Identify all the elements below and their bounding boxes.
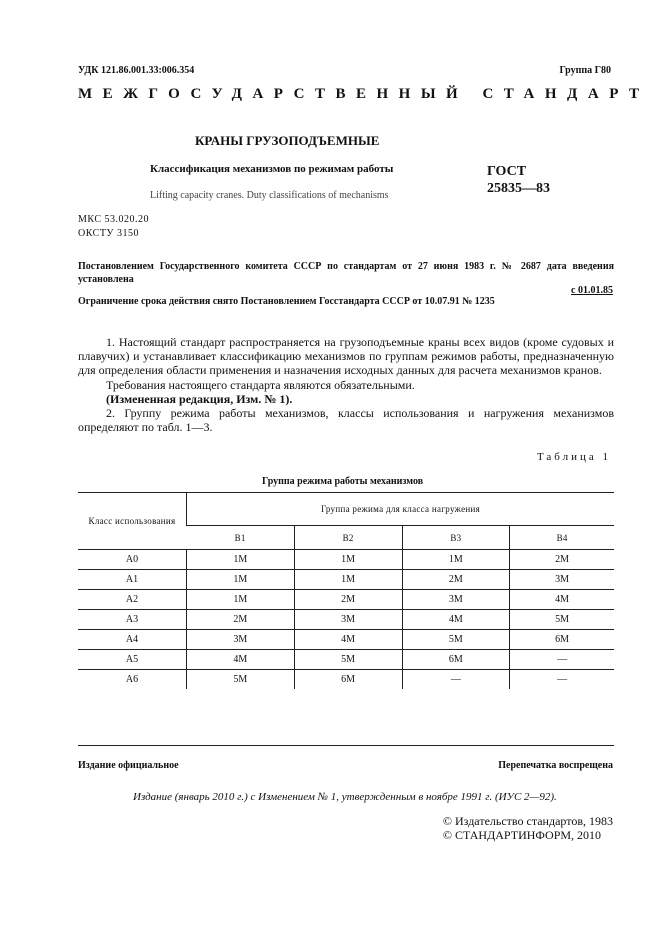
load-class-header: В1 bbox=[187, 526, 295, 550]
paragraph-3: 2. Группу режима работы механизмов, классы использования и нагружения механизмов определяют по табл. 1—3. bbox=[78, 406, 614, 435]
paragraph-1: 1. Настоящий стандарт распространяется на грузоподъемные краны всех видов (кроме судовых и плавучих) и устанавливает классификацию механизмов по группам режимов работы, предназначенную для определения области применения и назначения исходных данных для расчета механизмов кранов. bbox=[78, 335, 614, 378]
paragraph-2: Требования настоящего стандарта являются обязательными. bbox=[106, 377, 415, 392]
mode-group-cell: 3М bbox=[294, 610, 402, 630]
mode-group-cell: 5М bbox=[510, 610, 614, 630]
mode-group-cell: 4М bbox=[510, 590, 614, 610]
table-row bbox=[78, 670, 614, 690]
english-title: Lifting capacity cranes. Duty classifications of mechanisms bbox=[150, 190, 389, 201]
usage-class-cell: А5 bbox=[78, 650, 187, 670]
gost-code: 25835—83 bbox=[487, 181, 550, 196]
mode-group-cell: 4М bbox=[402, 610, 510, 630]
mode-group-cell: 2М bbox=[187, 610, 295, 630]
mode-group-cell: 6М bbox=[294, 670, 402, 690]
usage-class-header: Класс использования bbox=[78, 493, 187, 550]
footer-divider bbox=[78, 745, 614, 746]
mode-group-cell: — bbox=[402, 670, 510, 690]
introduction-date: с 01.01.85 bbox=[571, 285, 613, 296]
usage-class-cell: А3 bbox=[78, 610, 187, 630]
table-body bbox=[78, 550, 614, 690]
copyright-1983: © Издательство стандартов, 1983 bbox=[442, 814, 613, 828]
official-edition-label: Издание официальное bbox=[78, 760, 179, 771]
mode-group-cell: 1М bbox=[187, 550, 295, 570]
reprint-prohibited-label: Перепечатка воспрещена bbox=[498, 760, 613, 771]
copyright-2010: © СТАНДАРТИНФОРМ, 2010 bbox=[442, 828, 602, 842]
mode-group-cell: 1М bbox=[402, 550, 510, 570]
table-row bbox=[78, 610, 614, 630]
table-row bbox=[78, 650, 614, 670]
usage-class-cell: А1 bbox=[78, 570, 187, 590]
mode-group-cell: 1М bbox=[187, 570, 295, 590]
classification-codes bbox=[78, 213, 149, 241]
decree-text: Постановлением Государственного комитета СССР по стандартам от 27 июня 1983 г. № 2687 дата введения установлена bbox=[78, 261, 614, 285]
mode-group-cell: 1М bbox=[187, 590, 295, 610]
mode-group-cell: 3М bbox=[402, 590, 510, 610]
gost-label: ГОСТ bbox=[487, 164, 527, 179]
table-row bbox=[78, 630, 614, 650]
mode-group-cell: 5М bbox=[187, 670, 295, 690]
mode-group-cell: 2М bbox=[294, 590, 402, 610]
body-text bbox=[78, 335, 614, 434]
mechanism-group-table bbox=[78, 492, 614, 689]
mode-group-cell: — bbox=[510, 670, 614, 690]
load-class-header: В3 bbox=[402, 526, 510, 550]
mode-group-cell: 5М bbox=[294, 650, 402, 670]
mode-group-cell: 6М bbox=[402, 650, 510, 670]
table-row bbox=[78, 570, 614, 590]
table-title: Группа режима работы механизмов bbox=[262, 476, 424, 487]
usage-class-cell: А2 bbox=[78, 590, 187, 610]
usage-class-cell: А0 bbox=[78, 550, 187, 570]
load-class-group-header: Группа режима для класса нагружения bbox=[187, 493, 615, 526]
mode-group-cell: 4М bbox=[187, 650, 295, 670]
okstu-code: ОКСТУ 3150 bbox=[78, 228, 140, 239]
mode-group-cell: 3М bbox=[510, 570, 614, 590]
copyright-block bbox=[443, 814, 613, 842]
mode-group-cell: 2М bbox=[510, 550, 614, 570]
mode-group-cell: 2М bbox=[402, 570, 510, 590]
mode-group-cell: 1М bbox=[294, 550, 402, 570]
gost-number bbox=[487, 163, 550, 197]
table-row bbox=[78, 590, 614, 610]
table-row bbox=[78, 550, 614, 570]
load-class-header: В2 bbox=[294, 526, 402, 550]
group-code: Группа Г80 bbox=[559, 65, 611, 76]
usage-class-cell: А4 bbox=[78, 630, 187, 650]
udk-code: УДК 121.86.001.33:006.354 bbox=[78, 65, 195, 76]
limit-removal-text: Ограничение срока действия снято Постановлением Госстандарта СССР от 10.07.91 № 1235 bbox=[78, 296, 495, 307]
mode-group-cell: 4М bbox=[294, 630, 402, 650]
mode-group-cell: — bbox=[510, 650, 614, 670]
mks-code: МКС 53.020.20 bbox=[78, 214, 149, 225]
load-class-header: В4 bbox=[510, 526, 614, 550]
edition-note: Издание (январь 2010 г.) с Изменением № 1, утвержденным в ноябре 1991 г. (ИУС 2—92). bbox=[133, 791, 557, 803]
usage-class-cell: А6 bbox=[78, 670, 187, 690]
mode-group-cell: 1М bbox=[294, 570, 402, 590]
table-caption: Таблица 1 bbox=[536, 451, 611, 463]
mode-group-cell: 3М bbox=[187, 630, 295, 650]
mode-group-cell: 6М bbox=[510, 630, 614, 650]
mode-group-cell: 5М bbox=[402, 630, 510, 650]
amendment-note: (Измененная редакция, Изм. № 1). bbox=[106, 391, 293, 406]
document-subtitle: Классификация механизмов по режимам работы bbox=[150, 163, 394, 175]
document-title: КРАНЫ ГРУЗОПОДЪЕМНЫЕ bbox=[195, 133, 380, 148]
standard-banner: МЕЖГОСУДАРСТВЕННЫЙ СТАНДАРТ bbox=[78, 86, 650, 102]
